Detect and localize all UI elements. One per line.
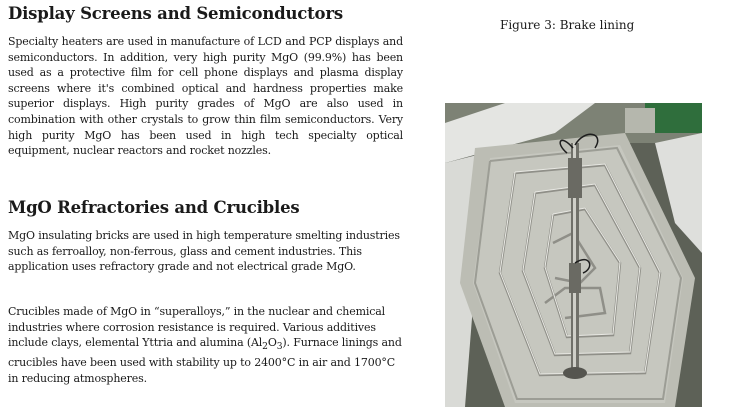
figure-caption: Figure 3: Brake lining [500, 18, 635, 32]
subscript-2: 2 [262, 341, 268, 353]
brake-lining-photo [445, 103, 702, 407]
paragraph-insulating-bricks: MgO insulating bricks are used in high temperature smelting industries such as ferroalloy, non-ferrous, glass and cement industries. This application uses refractory grade and not electrical grade MgO. [8, 229, 400, 274]
heading-mgo-refractories: MgO Refractories and Crucibles [8, 198, 300, 217]
crucibles-text-2: O [267, 336, 277, 350]
crucibles-text-3: ). Furnace linings and crucibles have been used with stability up to 2400°C in air and 1700°C in reducing atmospheres. [8, 336, 402, 385]
heading-display-screens: Display Screens and Semiconductors [8, 4, 343, 23]
paragraph-display-screens: Specialty heaters are used in manufacture of LCD and PCP displays and semiconductors. In addition, very high purity MgO (99.9%) has been used as a protective film for cell phone displays and plasma display screens where it's combined optical and hardness properties make superior displays. High purity grades of MgO are also used in combination with other crystals to grow thin film semiconductors. Very high purity MgO has been used in high tech specialty optical equipment, nuclear reactors and rocket nozzles. [8, 35, 403, 158]
brake-lining-illustration [445, 103, 702, 407]
paragraph-crucibles [8, 304, 403, 386]
subscript-3: 3 [276, 341, 283, 353]
crucibles-text-1: Crucibles made of MgO in “superalloys,” in the nuclear and chemical industries where corrosion resistance is required. Various additives include clays, elemental Yttria and alumina (Al [8, 305, 386, 350]
